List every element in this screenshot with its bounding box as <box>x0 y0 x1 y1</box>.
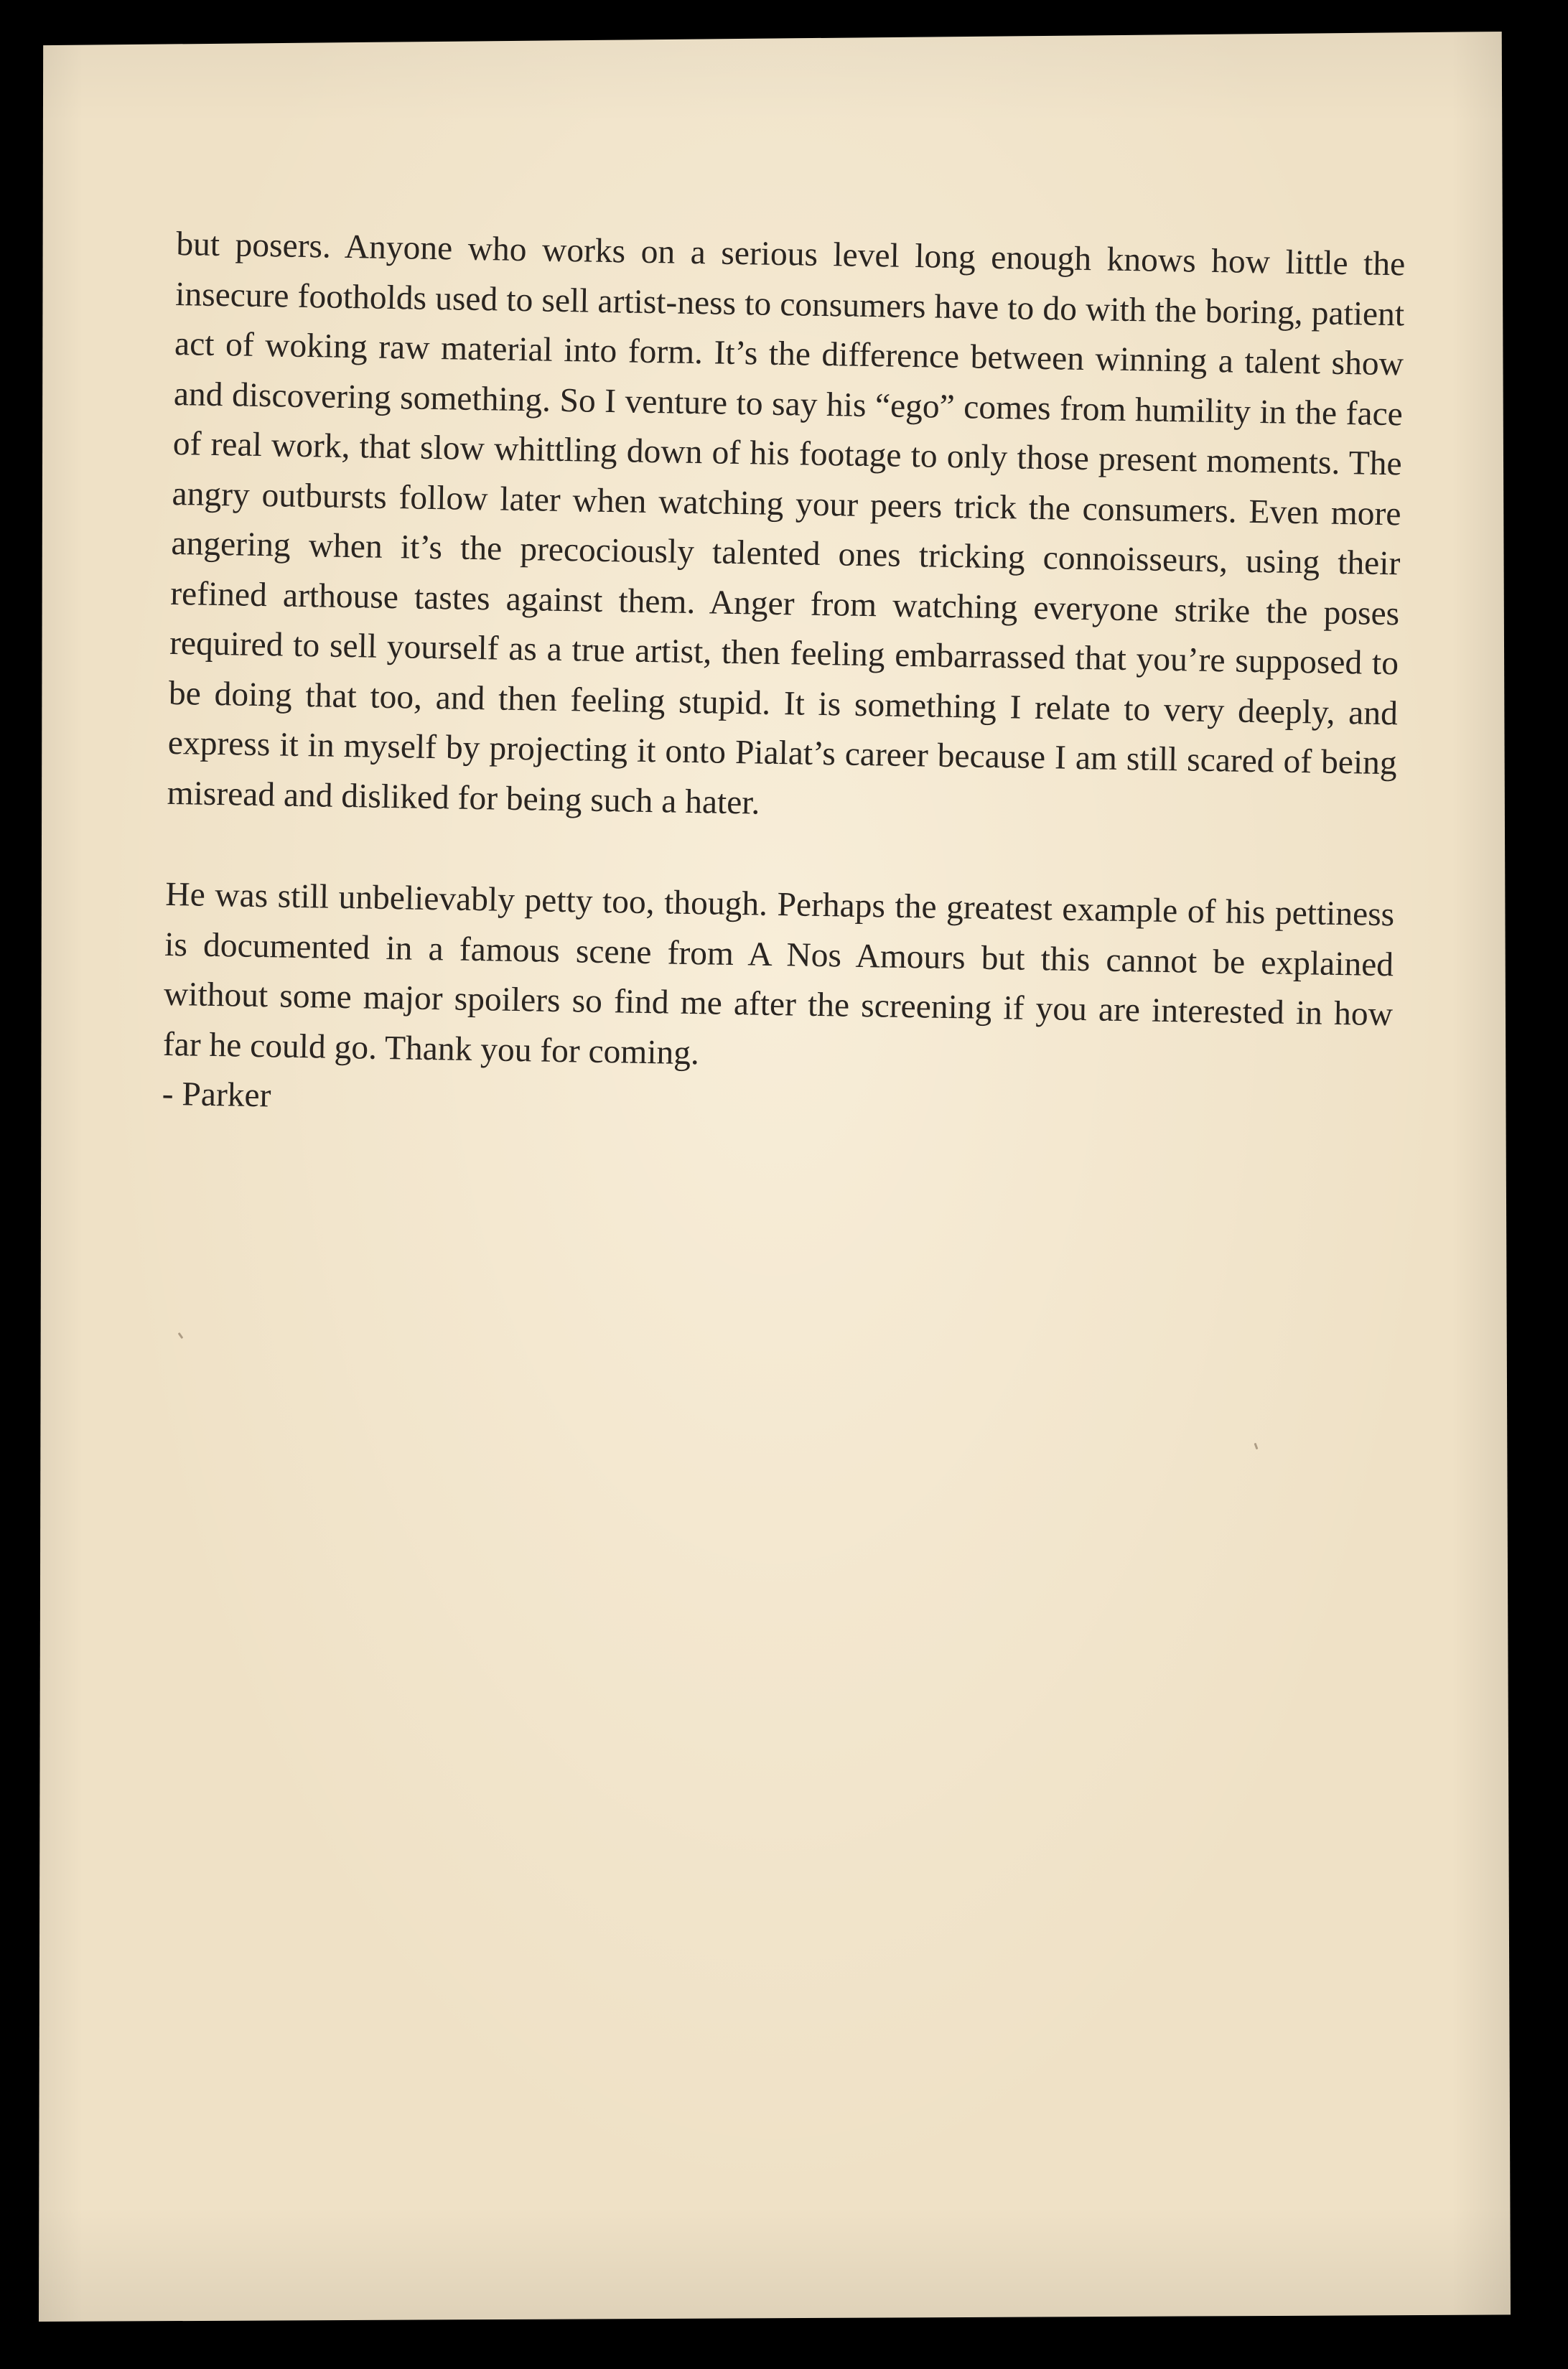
paper-speck <box>1254 1443 1259 1449</box>
signature: - Parker <box>162 1075 271 1115</box>
document-body <box>162 220 1406 1140</box>
paragraph-2: He was still unbelievably petty too, though. Perhaps the greatest example of his pettiness is documented in a famous scene from A Nos Amours but this cannot be explained without some major spoilers so find me after the screening if you are interested in how far he could go. Thank you for coming. <box>162 875 1395 1072</box>
paragraph-1: but posers. Anyone who works on a serious level long enough knows how little the insecure footholds used to sell artist-ness to consumers have to do with the boring, patient act of woking raw material into form. It’s the difference between winning a talent show and discovering something. So I venture to say his “ego” comes from humility in the face of real work, that slow whittling down of his footage to only those present moments. The angry outbursts follow later when watching your peers trick the consumers. Even more angering when it’s the precociously talented ones tricking connoisseurs, using their refined arthouse tastes against them. Anger from watching everyone strike the poses required to sell yourself as a true artist, then feeling embarrassed that you’re supposed to be doing that too, and then feeling stupid. It is something I relate to very deeply, and express it in myself by projecting it onto Pialat’s career because I am still scared of being misread and disliked for being such a hater. <box>167 225 1406 822</box>
paper-speck <box>178 1332 184 1339</box>
